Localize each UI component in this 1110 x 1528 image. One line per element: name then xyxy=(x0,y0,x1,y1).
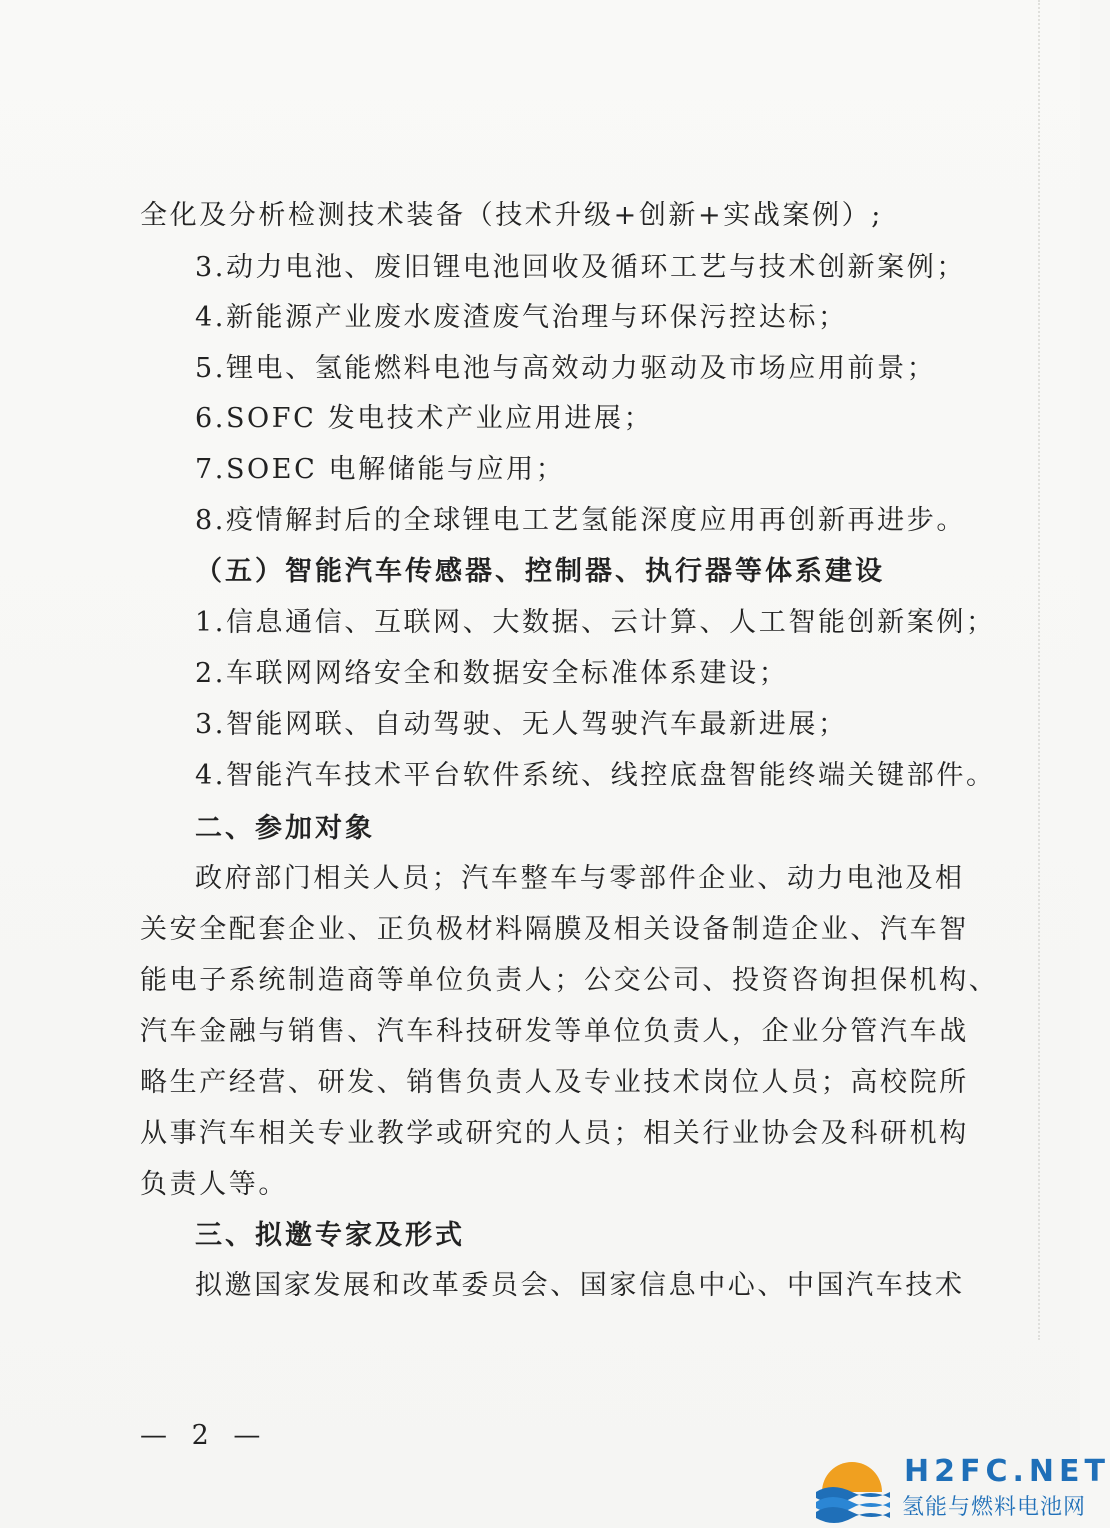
section-heading-experts: 三、拟邀专家及形式 xyxy=(195,1220,465,1251)
section-heading-5: （五）智能汽车传感器、控制器、执行器等体系建设 xyxy=(195,556,885,587)
list-item-7: 7.SOEC 电解储能与应用； xyxy=(195,454,566,485)
paragraph-line: 能电子系统制造商等单位负责人；公交公司、投资咨询担保机构、 xyxy=(140,965,999,996)
list-item-3: 3.动力电池、废旧锂电池回收及循环工艺与技术创新案例； xyxy=(195,252,966,283)
site-logo[interactable] xyxy=(812,1452,1110,1522)
body-line-1: 全化及分析检测技术装备（技术升级+创新+实战案例）; xyxy=(140,200,883,231)
paragraph-line: 汽车金融与销售、汽车科技研发等单位负责人，企业分管汽车战 xyxy=(140,1016,969,1047)
list-item-5-2: 2.车联网网络安全和数据安全标准体系建设； xyxy=(195,658,789,689)
wave-sun-icon xyxy=(812,1452,894,1518)
list-item-5: 5.锂电、氢能燃料电池与高效动力驱动及市场应用前景； xyxy=(195,353,937,384)
paragraph-line: 略生产经营、研发、销售负责人及专业技术岗位人员；高校院所 xyxy=(140,1067,969,1098)
paragraph-line: 负责人等。 xyxy=(140,1169,288,1200)
scan-edge xyxy=(1036,0,1040,1340)
section-heading-participants: 二、参加对象 xyxy=(195,813,375,844)
paragraph-line: 关安全配套企业、正负极材料隔膜及相关设备制造企业、汽车智 xyxy=(140,914,969,945)
list-item-5-1: 1.信息通信、互联网、大数据、云计算、人工智能创新案例； xyxy=(195,607,996,638)
list-item-5-3: 3.智能网联、自动驾驶、无人驾驶汽车最新进展； xyxy=(195,709,848,740)
list-item-8: 8.疫情解封后的全球锂电工艺氢能深度应用再创新再进步。 xyxy=(195,505,966,536)
page-number: — 2 — xyxy=(140,1420,269,1451)
list-item-4: 4.新能源产业废水废渣废气治理与环保污控达标； xyxy=(195,302,848,333)
paragraph-line: 拟邀国家发展和改革委员会、国家信息中心、中国汽车技术 xyxy=(195,1270,965,1301)
paragraph-line: 政府部门相关人员；汽车整车与零部件企业、动力电池及相 xyxy=(195,863,965,894)
logo-title: H2FC.NET xyxy=(904,1454,1110,1489)
list-item-6: 6.SOFC 发电技术产业应用进展； xyxy=(195,403,654,434)
logo-subtitle: 氢能与燃料电池网 xyxy=(902,1495,1087,1520)
list-item-5-4: 4.智能汽车技术平台软件系统、线控底盘智能终端关键部件。 xyxy=(195,760,996,791)
paragraph-line: 从事汽车相关专业教学或研究的人员；相关行业协会及科研机构 xyxy=(140,1118,969,1149)
